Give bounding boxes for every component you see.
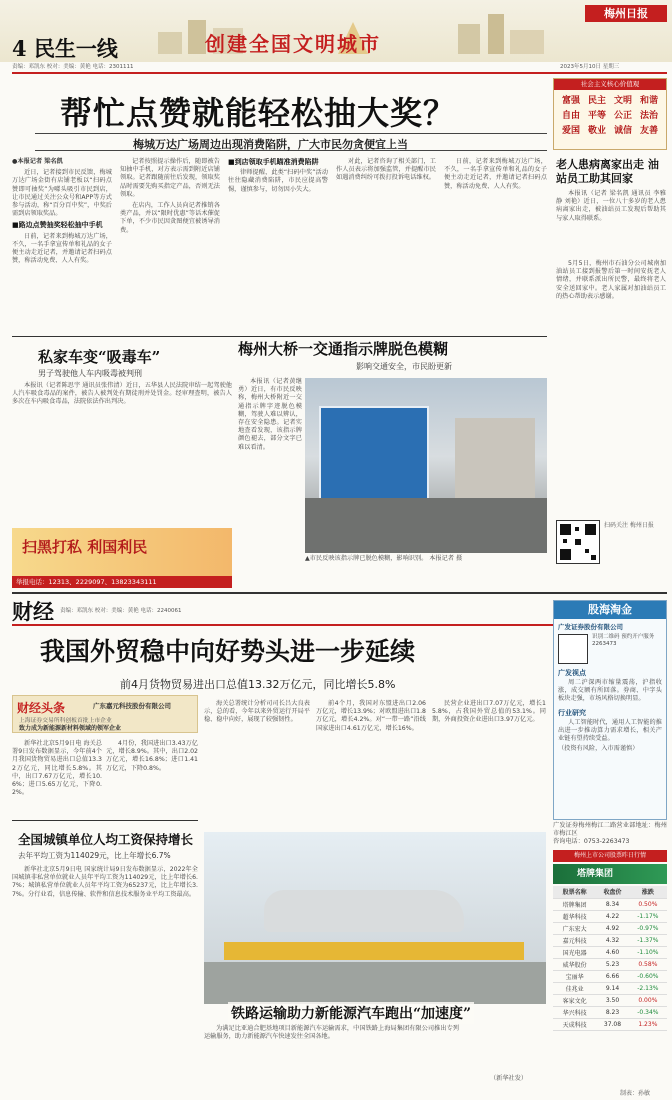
finance-body-4: 前4个月，我国对东盟进出口2.06万亿元，增长13.9%；对欧盟进出口1.8万亿元，增长4.2%。对“一带一路”沿线国家进出口4.61万亿元，增长16%。 (316, 700, 426, 732)
quotes-row (553, 898, 667, 910)
rail-photo (204, 832, 546, 1004)
quotes-row (553, 982, 667, 994)
quotes-cell: 4.92 (596, 922, 628, 934)
stock-scan-hint: 识别二维码 预约开户服务 (592, 634, 655, 640)
quotes-row (553, 922, 667, 934)
quotes-cell: -0.34% (629, 1006, 667, 1018)
lead-col-3 (228, 158, 328, 328)
rail-car (224, 942, 524, 960)
lead-body-6: 对此，记者咨询了相关部门，工作人员表示将加强监管，并提醒市民如遇消费纠纷可拨打投诉电话维权。 (336, 158, 436, 182)
quotes-cell: 广东宏大 (553, 922, 596, 934)
finance-body-1: 新华社北京5月9日电 海关总署9日发布数据显示，今年前4个月我国货物贸易进出口总值13.32万亿元，同比增长5.8%。其中，出口7.67万亿元，增长10.6%；进口5.65万亿元，下降0.2%。 (12, 740, 102, 797)
ground (204, 962, 546, 1004)
core-value-9: 爱国 (561, 126, 580, 136)
qr-code-icon (557, 521, 599, 563)
quotes-cell: 国光电器 (553, 946, 596, 958)
quotes-cell: 威华股份 (553, 958, 596, 970)
quotes-row (553, 934, 667, 946)
quotes-row (553, 946, 667, 958)
stock-phone: 2263473 (592, 641, 617, 647)
qr-code[interactable] (556, 520, 600, 564)
quotes-header-2: 收盘价 (596, 886, 628, 898)
lead-subtitle-1: ■路边点赞抽奖轻松抽中手机 (12, 221, 103, 230)
quotes-header-3: 涨跌 (629, 886, 667, 898)
finance-meta: 责编：邓凯东 校对：美编：黄艳 电话：2240061 (60, 608, 182, 614)
lead-col-1 (12, 158, 112, 328)
stock-disclaimer: （投资有风险，入市需谨慎） (558, 745, 639, 753)
lead-body-1: 近日，记者接到市民反馈，梅城万达广场金街有店铺老板以“扫码点赞即可抽奖”为噱头吸引市民到店，让市民通过关注公众号和APP等方式参与活动，称“百分百中奖”，中奖后需到店领取奖品。 (12, 169, 112, 218)
finance-column-slogan-2: 致力成为新能源新材料领域的领军企业 (19, 725, 122, 732)
lead-col-5 (444, 158, 547, 328)
private-car-headline: 私家车变“吸毒车” (38, 348, 161, 366)
core-values-title: 社会主义核心价值观 (554, 79, 666, 90)
lead-body-5: 律师提醒，此类“扫码中奖”活动往往隐藏消费陷阱，市民应提高警惕，谨慎参与，切勿因小失大。 (228, 169, 328, 193)
finance-column-sponsor: 广东嘉元科技股份有限公司 (93, 702, 171, 710)
core-values-box (553, 78, 667, 150)
stock-industry: 人工智能时代，通用人工智能的推出进一步推动算力需求增长，相关产业链有望持续受益。 (558, 718, 662, 743)
road (305, 498, 547, 553)
quotes-cell: 客家文化 (553, 994, 596, 1006)
quotes-cell: -1.10% (629, 946, 667, 958)
lead-col-4 (336, 158, 436, 328)
private-car-body: 本报讯（记者陈思宇 通讯员张伟清）近日，五华县人民法院审结一起驾驶他人汽车吸食毒品的案件，被告人被判处有期徒刑并处罚金。经审理查明，被告人多次在车内吸食毒品，法院依法作出判决。 (12, 382, 232, 406)
quotes-brand: 塔牌集团 (553, 864, 667, 884)
anti-vice-hotline: 举报电话：12313、2229097、13823343111 (12, 576, 232, 588)
lead-body-1-cont: 日前，记者来到梅城万达广场，不久，一名手拿宣传单和礼品的女子便主动走近记者，并邀请记者扫码点赞，称活动免费、人人有奖。 (444, 158, 547, 190)
quotes-cell: 3.50 (596, 994, 628, 1006)
quotes-credit: 制表：孙敏 (620, 1090, 651, 1097)
car (264, 890, 464, 932)
page-meta-left: 责编：邓凯东 校对：美编：黄艳 电话：2301111 (12, 64, 134, 70)
quotes-cell: 37.08 (596, 1018, 628, 1030)
right-story-headline: 老人患病离家出走 油站员工助其回家 (556, 158, 659, 185)
divider (12, 336, 547, 337)
lead-body-4: 在店内，工作人员向记者推销各类产品，并以“限时优惠”等话术催促下单，不少市民因贪图便宜被诱导消费。 (120, 202, 220, 234)
stock-brief-title: 广发视点 (558, 669, 586, 677)
quotes-cell: 超华科技 (553, 910, 596, 922)
stock-box-title: 股海淘金 (554, 601, 666, 619)
lead-col-2 (120, 158, 220, 328)
quotes-cell: 6.66 (596, 970, 628, 982)
right-story-body: 5月5日，梅州市石油分公司城南加油站员工接到报警后第一时间安抚老人情绪，并联系派出所民警，最终将老人安全送回家中。老人家属对加油站员工的热心帮助表示感谢。 (556, 260, 666, 300)
rail-credit: （新华社发） (490, 1075, 528, 1082)
quotes-cell: -1.17% (629, 910, 667, 922)
quotes-title: 梅州上市公司股票昨日行情 (553, 850, 667, 862)
quotes-cell: 佳兆业 (553, 982, 596, 994)
quotes-row (553, 1018, 667, 1030)
private-car-subhead: 男子驾驶他人车内吸毒被判刑 (38, 369, 142, 378)
quotes-cell: -1.37% (629, 934, 667, 946)
anti-vice-slogan: 扫黑打私 利国利民 (22, 538, 148, 556)
quotes-cell: 4.60 (596, 946, 628, 958)
quotes-cell: 4.22 (596, 910, 628, 922)
finance-body-3: 海关总署统计分析司司长吕大良表示，总的看，今年以来外贸运行开局平稳、稳中向好，展现了较强韧性。 (204, 700, 310, 724)
stock-brief: 周二沪深两市缩量震荡，沪指收涨，成交额有所回落。券商、中字头板块走强，市场风格切换明显。 (558, 679, 662, 703)
core-value-7: 公正 (613, 111, 632, 121)
wage-headline: 全国城镇单位人均工资保持增长 (18, 832, 194, 847)
finance-section-title: 财经 (12, 599, 54, 624)
bridge-photo (305, 378, 547, 553)
core-value-12: 友善 (639, 126, 658, 136)
bridge-caption: ▲市民反映该指示牌已脱色模糊，影响识别。 本报记者 摄 (305, 555, 463, 562)
quotes-table-wrap (553, 886, 667, 1031)
section-title: 4 民生一线 (12, 36, 118, 61)
quotes-row (553, 910, 667, 922)
quotes-cell: 塔牌集团 (553, 898, 596, 910)
quotes-cell: -0.60% (629, 970, 667, 982)
quotes-row (553, 994, 667, 1006)
building (455, 418, 535, 498)
stock-company: 广发证券股份有限公司 (558, 623, 623, 631)
bridge-headline: 梅州大桥一交通指示牌脱色模糊 (238, 340, 449, 358)
lead-body-3: 记者按照提示操作后，随即被告知抽中手机，对方表示需到附近店铺领取。记者跟随前往后发现，领取奖品时需要先购买指定产品，否则无法领取。 (120, 158, 220, 198)
quotes-cell: 9.14 (596, 982, 628, 994)
quotes-header-1: 股票名称 (553, 886, 596, 898)
quotes-cell: 5.23 (596, 958, 628, 970)
finance-headline: 我国外贸稳中向好势头进一步延续 (40, 637, 416, 666)
quotes-cell: 8.23 (596, 1006, 628, 1018)
rail-body: 为满足比亚迪合肥基地项目新能源汽车运输需求，中国铁路上海局集团有限公司推出专列运输服务，助力新能源汽车快速发往全国各地。 (204, 1025, 459, 1041)
quotes-cell: 0.58% (629, 958, 667, 970)
page-meta-right: 2023年5月10日 星期三 (560, 64, 620, 70)
core-value-2: 民主 (587, 96, 606, 106)
quotes-cell: 0.50% (629, 898, 667, 910)
stock-hotline: 咨询电话：0753-2263473 (553, 838, 630, 845)
bridge-body: 本报讯（记者黄继勇）近日，有市民反映称，梅州大桥附近一交通指示牌字迹脱色模糊，驾驶人难以辨认，存在安全隐患。记者实地查看发现，该指示牌颜色褪去，部分文字已难以看清。 (238, 378, 302, 451)
stock-address: 广发证券梅州梅江二路营业部地址：梅州市梅江区 (553, 822, 667, 838)
header-rule (12, 72, 667, 74)
quotes-row (553, 958, 667, 970)
rail-headline: 铁路运输助力新能源汽车跑出“加速度” (228, 1002, 474, 1024)
core-value-3: 文明 (613, 96, 632, 106)
core-value-6: 平等 (587, 111, 606, 121)
bridge-subhead: 影响交通安全，市民盼更新 (356, 362, 452, 371)
civilized-city-slogan: 创建全国文明城市 (205, 32, 381, 56)
quotes-row (553, 970, 667, 982)
quotes-cell: 天成科技 (553, 1018, 596, 1030)
core-value-11: 诚信 (613, 126, 632, 136)
finance-column-banner (12, 695, 198, 733)
divider (12, 820, 198, 821)
quotes-cell: 嘉元科技 (553, 934, 596, 946)
qr-caption: 扫码关注 梅州日报 (604, 522, 654, 529)
lead-byline: ●本报记者 梁名凯 (12, 158, 63, 165)
core-value-1: 富强 (561, 96, 580, 106)
quotes-cell: -0.97% (629, 922, 667, 934)
core-value-5: 自由 (561, 111, 580, 121)
paper-logo: 梅州日报 (585, 5, 667, 22)
lead-subtitle-2: ■到店领取手机瞄准消费陷阱 (228, 158, 319, 166)
core-value-8: 法治 (639, 111, 658, 121)
stock-box (553, 600, 667, 820)
finance-column-label: 财经头条 (17, 701, 66, 715)
core-value-4: 和谐 (639, 96, 658, 106)
wage-subhead: 去年平均工资为114029元，比上年增长6.7% (18, 851, 171, 860)
stock-qr-code[interactable] (558, 634, 588, 664)
finance-column-slogan-1: 上海证券交易所科创板首批上市企业 (19, 718, 112, 724)
right-story-byline: 本报讯（记者 梁名凯 通讯员 李雅静 刘艳）近日，一位八十多岁的老人患病离家出走，被油站员工发现后帮助其与家人取得联系。 (556, 190, 666, 222)
quotes-cell: 宝丽华 (553, 970, 596, 982)
quotes-cell: 4.32 (596, 934, 628, 946)
stock-industry-title: 行业研究 (558, 708, 586, 717)
lead-headline: 帮忙点赞就能轻松抽大奖？ (60, 94, 457, 132)
finance-body-5: 民营企业进出口7.07万亿元，增长15.8%，占我国外贸总值的53.1%。同期，外商投资企业进出口3.97万亿元。 (432, 700, 546, 724)
lead-subhead-bar (35, 133, 547, 151)
anti-vice-banner (12, 528, 232, 576)
wage-body: 新华社北京5月9日电 国家统计局9日发布数据显示，2022年全国城镇非私营单位就业人员年平均工资为114029元，比上年增长6.7%；城镇私营单位就业人员年平均工资为65237元，比上年增长3.7%。分行业看，信息传输、软件和信息技术服务业平均工资最高。 (12, 866, 198, 898)
lead-subhead: 梅城万达广场周边出现消费陷阱，广大市民勿贪便宜上当 (133, 138, 408, 151)
core-value-10: 敬业 (587, 126, 606, 136)
quotes-cell: 1.23% (629, 1018, 667, 1030)
core-values-grid (554, 90, 666, 139)
lead-body-2: 日前，记者来到梅城万达广场，不久，一名手拿宣传单和礼品的女子便主动走近记者，并邀请记者扫码点赞，称活动免费、人人有奖。 (12, 232, 112, 265)
quotes-row (553, 1006, 667, 1018)
quotes-table (553, 886, 667, 1031)
quotes-cell: 0.00% (629, 994, 667, 1006)
section-divider (12, 592, 667, 594)
quotes-cell: 华兴科技 (553, 1006, 596, 1018)
finance-subhead: 前4月货物贸易进出口总值13.32万亿元，同比增长5.8% (120, 678, 396, 691)
finance-body-2: 4月份，我国进出口3.43万亿元，增长8.9%。其中，出口2.02万亿元，增长16.8%；进口1.41万亿元，下降0.8%。 (106, 740, 198, 772)
quotes-cell: 8.34 (596, 898, 628, 910)
quotes-cell: -2.13% (629, 982, 667, 994)
